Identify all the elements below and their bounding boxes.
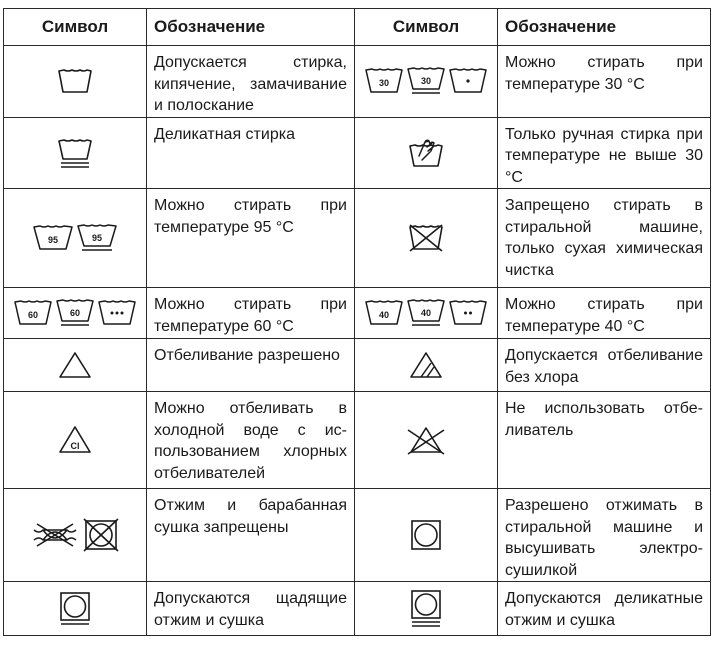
meaning-cell (147, 582, 355, 636)
laundry-symbols-table (3, 8, 711, 636)
no-wringing-icon (31, 520, 79, 550)
washtub-30-icon (365, 67, 403, 95)
row-text: Отбеливание разрешено (154, 347, 340, 364)
table-row (4, 392, 711, 489)
symbol-cell (355, 339, 498, 392)
table-row (4, 117, 711, 189)
row-text: Можно стирать при температуре 60 °С (154, 296, 347, 335)
temp-label: 40 (378, 310, 389, 320)
washtub-40-icon (365, 299, 403, 327)
no-bleach-icon (406, 424, 446, 456)
symbol-cell (4, 288, 147, 339)
meaning-cell (147, 288, 355, 339)
temp-label: 30 (420, 76, 432, 87)
bleach-allowed-icon (58, 351, 92, 379)
tumble-dry-icon (410, 519, 442, 551)
meaning-cell (498, 489, 711, 582)
washtub-95-icon (33, 224, 73, 252)
symbol-cell (355, 288, 498, 339)
washtub-one-dot-icon (449, 67, 487, 95)
washtub-30-gentle-icon (407, 66, 445, 96)
table-row (4, 489, 711, 582)
washtub-60-gentle-icon (56, 298, 94, 328)
symbol-cell (4, 392, 147, 489)
no-washing-icon (409, 224, 443, 252)
row-text: Можно отбеливать в холодной воде с использованием хлорных отбеливателей (154, 400, 347, 482)
row-text: Разрешено отжимать в стиральной машине и высушивать электросушилкой (505, 497, 703, 579)
meaning-cell (498, 339, 711, 392)
washtub-40-gentle-icon (407, 298, 445, 328)
row-text: Допускаются деликатные отжим и сушка (505, 590, 703, 629)
tumble-dry-delicate-icon (410, 589, 442, 629)
header-meaning-left: Обозначение (147, 9, 355, 46)
row-text: Допускается отбеливание без хлора (505, 347, 703, 386)
temp-label: 60 (27, 310, 38, 320)
washtub-delicate-icon (58, 138, 92, 168)
symbol-cell (4, 189, 147, 288)
symbol-cell (355, 489, 498, 582)
row-text: Только ручная стирка при температуре не выше 30 °С (505, 125, 703, 186)
row-text: Не использовать отбеливатель (505, 400, 703, 439)
meaning-cell (498, 189, 711, 288)
meaning-cell (147, 392, 355, 489)
meaning-cell (498, 392, 711, 489)
row-text: Можно стирать при температуре 30 °С (505, 54, 703, 93)
header-symbol-right: Символ (355, 9, 498, 46)
temp-label: 40 (420, 308, 432, 318)
table-row (4, 582, 711, 636)
symbol-cell (355, 392, 498, 489)
temp-label: 60 (69, 308, 81, 318)
table-row (4, 288, 711, 339)
temp-label: 95 (47, 235, 58, 245)
meaning-cell (498, 117, 711, 189)
washtub-icon (58, 68, 92, 94)
symbol-cell (4, 582, 147, 636)
temp-label: 30 (378, 78, 389, 89)
hand-wash-icon (409, 138, 443, 168)
washtub-60-icon (14, 299, 52, 327)
row-text: Запрещено стирать в стиральной машине, только сухая химическая чистка (505, 197, 703, 279)
row-text: Отжим и барабанная сушка запрещены (154, 497, 347, 536)
symbol-cell (355, 117, 498, 189)
meaning-cell (498, 582, 711, 636)
washtub-three-dots-icon (98, 299, 136, 327)
table-row (4, 189, 711, 288)
washtub-two-dots-icon (449, 299, 487, 327)
temp-label: 95 (92, 233, 103, 243)
symbol-cell (4, 339, 147, 392)
symbol-cell (4, 489, 147, 582)
row-text: Можно стирать при температуре 95 °С (154, 197, 347, 236)
no-tumble-dry-icon (83, 518, 119, 552)
washtub-95-gentle-icon (77, 223, 117, 253)
row-text: Допускаются щадящие отжим и сушка (154, 590, 347, 629)
row-text: Допускается стирка, кипячение, замачивание и полоскание (154, 54, 347, 114)
meaning-cell (147, 117, 355, 189)
table-row (4, 339, 711, 392)
row-text: Можно стирать при температуре 40 °С (505, 296, 703, 335)
table-header-row (4, 9, 711, 46)
non-chlorine-bleach-icon (409, 351, 443, 379)
meaning-cell (147, 189, 355, 288)
chlorine-label: Cl (70, 441, 80, 451)
symbol-cell (4, 46, 147, 118)
symbol-cell (355, 582, 498, 636)
row-text: Деликатная стирка (154, 125, 295, 143)
symbol-cell (355, 46, 498, 118)
symbol-cell (4, 117, 147, 189)
tumble-dry-gentle-icon (59, 591, 91, 627)
meaning-cell (147, 489, 355, 582)
header-symbol-left: Символ (4, 9, 147, 46)
meaning-cell (147, 46, 355, 118)
table-row (4, 46, 711, 118)
meaning-cell (147, 339, 355, 392)
header-meaning-right: Обозначение (498, 9, 711, 46)
meaning-cell (498, 288, 711, 339)
meaning-cell (498, 46, 711, 118)
symbol-cell (355, 189, 498, 288)
chlorine-bleach-icon (58, 425, 92, 455)
